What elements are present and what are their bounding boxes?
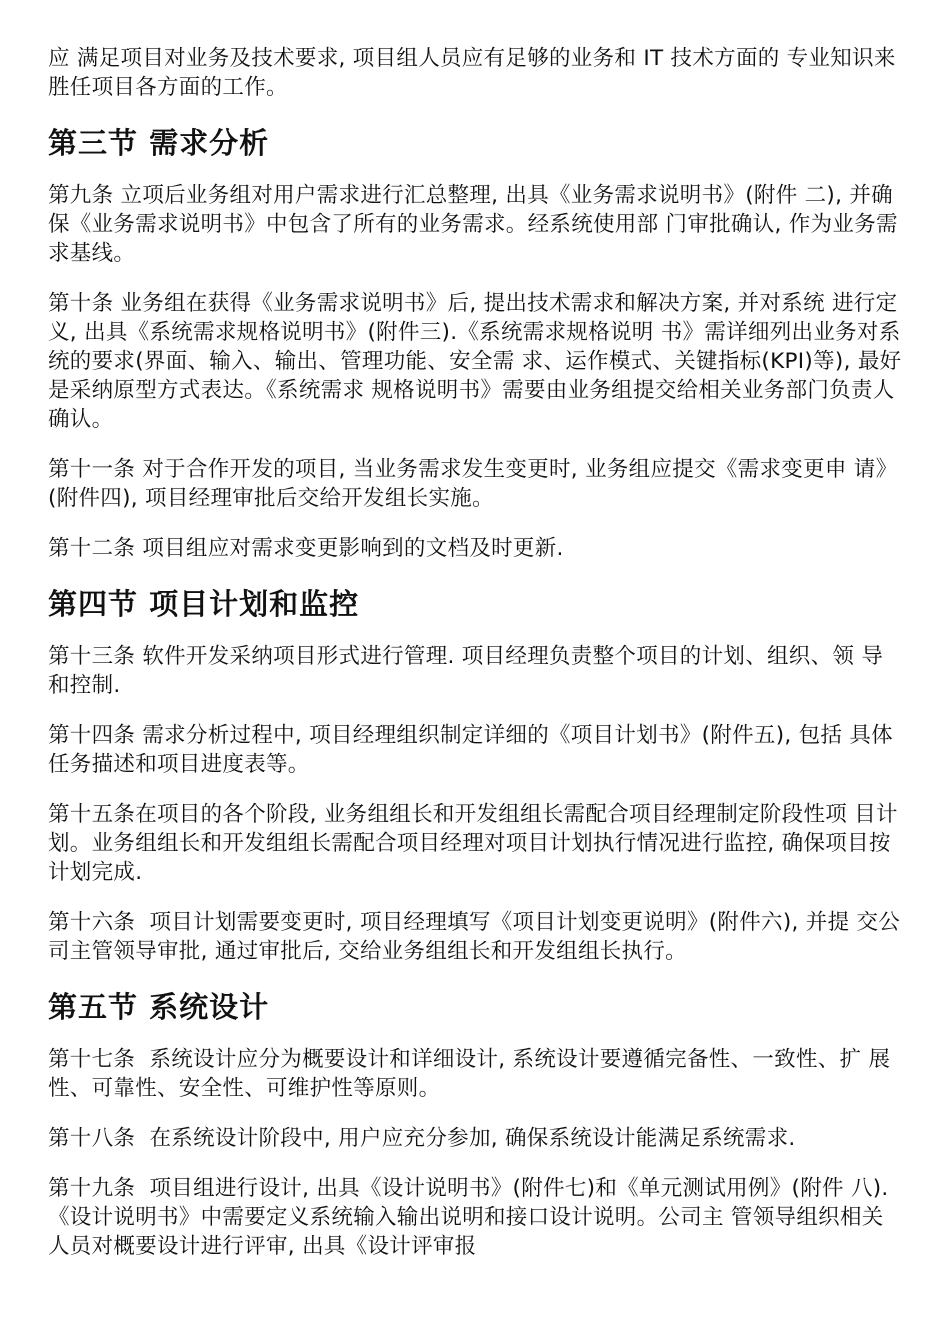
paragraph-continuation: 应 满足项目对业务及技术要求, 项目组人员应有足够的业务和 IT 技术方面的 专业知识来胜任项目各方面的工作。 (48, 46, 896, 100)
article-11: 第十一条 对于合作开发的项目, 当业务需求发生变更时, 业务组应提交《需求变更申 请》(附件四), 项目经理审批后交给开发组长实施。 (48, 457, 898, 511)
article-19: 第十九条 项目组进行设计, 出具《设计说明书》(附件七)和《单元测试用例》(附件 八).《设计说明书》中需要定义系统输入输出说明和接口设计说明。公司主 管领导组织相关人员对概要设计进行评审, 出具《设计评审报 (48, 1176, 889, 1259)
article-16: 第十六条 项目计划需要变更时, 项目经理填写《项目计划变更说明》(附件六), 并提 交公司主管领导审批, 通过审批后, 交给业务组组长和开发组组长执行。 (48, 910, 901, 964)
article-14: 第十四条 需求分析过程中, 项目经理组织制定详细的《项目计划书》(附件五), 包括 具体任务描述和项目进度表等。 (48, 723, 893, 777)
article-15: 第十五条在项目的各个阶段, 业务组组长和开发组组长需配合项目经理制定阶段性项 目计划。业务组组长和开发组组长需配合项目经理对项目计划执行情况进行监控, 确保项目按计划完成. (48, 802, 898, 885)
section-heading-3: 第三节 需求分析 (48, 126, 270, 160)
article-10: 第十条 业务组在获得《业务需求说明书》后, 提出技术需求和解决方案, 并对系统 进行定义, 出具《系统需求规格说明书》(附件三).《系统需求规格说明 书》需详细列出业务对系统的要求(界面、输入、输出、管理功能、安全需 求、运作模式、关键指标(KPI)等), 最好是采纳原型方式表达。《系统需求 规格说明书》需要由业务组提交给相关业务部门负责人确认。 (48, 291, 902, 432)
article-13: 第十三条 软件开发采纳项目形式进行管理. 项目经理负责整个项目的计划、组织、领 导和控制. (48, 644, 884, 698)
article-17: 第十七条 系统设计应分为概要设计和详细设计, 系统设计要遵循完备性、一致性、扩 展性、可靠性、安全性、可维护性等原则。 (48, 1047, 891, 1101)
article-18: 第十八条 在系统设计阶段中, 用户应充分参加, 确保系统设计能满足系统需求. (48, 1126, 796, 1151)
section-heading-4: 第四节 项目计划和监控 (48, 587, 360, 621)
article-12: 第十二条 项目组应对需求变更影响到的文档及时更新. (48, 536, 564, 561)
document-body (48, 44, 904, 1282)
section-heading-5: 第五节 系统设计 (48, 990, 270, 1024)
article-9: 第九条 立项后业务组对用户需求进行汇总整理, 出具《业务需求说明书》(附件 二), 并确保《业务需求说明书》中包含了所有的业务需求。经系统使用部 门审批确认, 作为业务需求基线。 (48, 183, 898, 266)
